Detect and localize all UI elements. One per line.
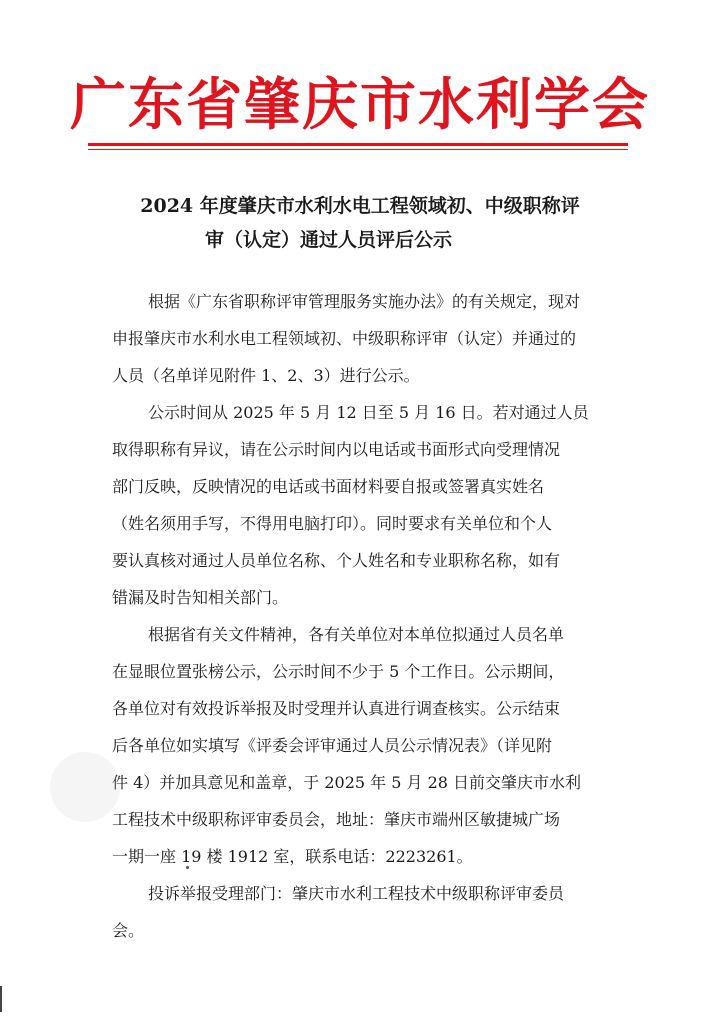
document-title-line-2: 审（认定）通过人员评后公示: [205, 229, 453, 251]
paragraph-2-line-4: （姓名须用手写，不得用电脑打印）。同时要求有关单位和个人: [112, 514, 553, 533]
paragraph-1-line-1: 根据《广东省职称评审管理服务实施办法》的有关规定，现对: [148, 292, 581, 311]
paragraph-2-line-6: 错漏及时告知相关部门。: [112, 588, 289, 607]
paragraph-2-line-1: 公示时间从 2025 年 5 月 12 日至 5 月 16 日。若对通过人员: [148, 403, 589, 422]
letterhead-rule-thick: [88, 143, 628, 146]
letterhead-rule-thin: [88, 149, 628, 150]
document-title-line-1: 2024 年度肇庆市水利水电工程领域初、中级职称评: [140, 195, 580, 217]
paragraph-3-line-1: 根据省有关文件精神，各有关单位对本单位拟通过人员名单: [148, 625, 565, 644]
paragraph-2-line-3: 部门反映，反映情况的电话或书面材料要自报或签署真实姓名: [112, 477, 545, 496]
paragraph-3-line-2: 在显眼位置张榜公示，公示时间不少于 5 个工作日。公示期间，: [112, 662, 565, 681]
paragraph-3-line-6: 工程技术中级职称评审委员会，地址：肇庆市端州区敏捷城广场: [112, 810, 561, 829]
paragraph-3-line-5: 件 4）并加具意见和盖章，于 2025 年 5 月 28 日前交肇庆市水利: [112, 773, 582, 792]
paragraph-1-line-2: 申报肇庆市水利水电工程领域初、中级职称评审（认定）并通过的: [112, 329, 577, 348]
paragraph-2-line-5: 要认真核对通过人员单位名称、个人姓名和专业职称名称，如有: [112, 551, 561, 570]
scan-edge-mark: [0, 986, 2, 1012]
paragraph-3-line-4: 后各单位如实填写《评委会评审通过人员公示情况表》（详见附: [112, 736, 553, 755]
stray-dot-mark: [186, 866, 189, 869]
paragraph-3-line-3: 各单位对有效投诉举报及时受理并认真进行调查核实。公示结束: [112, 699, 561, 718]
paragraph-3-line-7: 一期一座 19 楼 1912 室，联系电话：2223261。: [112, 847, 473, 866]
paragraph-1-line-3: 人员（名单详见附件 1、2、3）进行公示。: [112, 366, 420, 385]
faint-seal-mark: [50, 752, 120, 822]
paragraph-4-line-1: 投诉举报受理部门：肇庆市水利工程技术中级职称评审委员: [148, 884, 565, 903]
paragraph-4-line-2: 会。: [112, 921, 145, 940]
paragraph-2-line-2: 取得职称有异议，请在公示时间内以电话或书面形式向受理情况: [112, 440, 561, 459]
letterhead-org-name: 广东省肇庆市水利学会: [70, 72, 650, 138]
